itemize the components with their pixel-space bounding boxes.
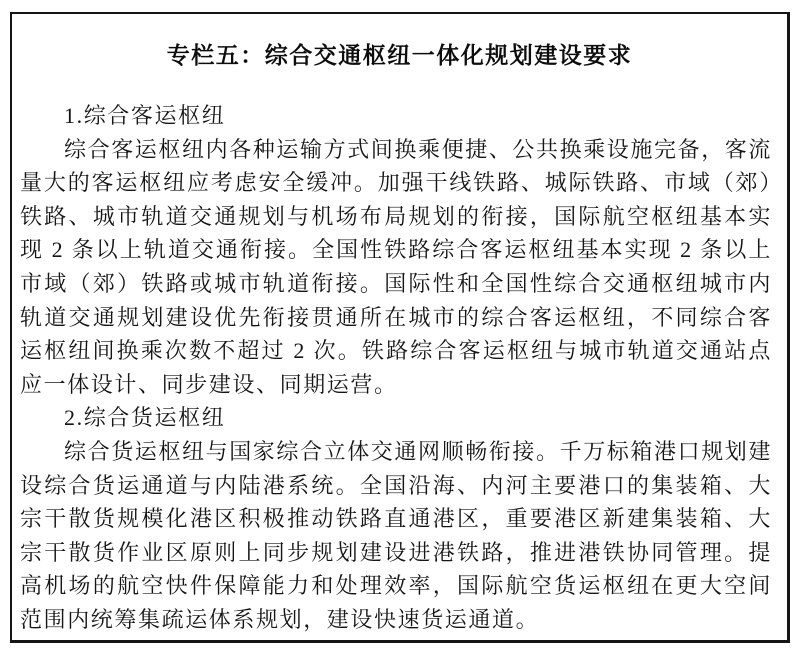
column-border-box [10,12,790,643]
section-1-heading: 1.综合客运枢纽 [64,103,226,128]
section-2-body: 综合货运枢纽与国家综合立体交通网顺畅衔接。千万标箱港口规划建设综合货运通道与内陆港系统。全国沿海、内河主要港口的集装箱、大宗干散货规模化港区积极推动铁路直通港区，重要港区新建集装箱、大宗干散货作业区原则上同步规划建设进港铁路，推进港铁协同管理。提高机场的航空快件保障能力和处理效率，国际航空货运枢纽在更大空间范围内统筹集疏运体系规划，建设快速货运通道。 [20,438,773,632]
section-1-body: 综合客运枢纽内各种运输方式间换乘便捷、公共换乘设施完备，客流量大的客运枢纽应考虑安全缓冲。加强干线铁路、城际铁路、市域（郊）铁路、城市轨道交通规划与机场布局规划的衔接，国际航空枢纽基本实现 2 条以上轨道交通衔接。全国性铁路综合客运枢纽基本实现 2 条以上市域（郊）铁路或城市轨道衔接。国际性和全国性综合交通枢纽城市内轨道交通规划建设优先衔接贯通所在城市的综合客运枢纽，不同综合客运枢纽间换乘次数不超过 2 次。铁路综合客运枢纽与城市轨道交通站点应一体设计、同步建设、同期运营。 [20,136,773,397]
column-title: 专栏五：综合交通枢纽一体化规划建设要求 [166,42,633,68]
section-2-heading: 2.综合货运枢纽 [64,405,226,431]
column-content [12,99,787,637]
